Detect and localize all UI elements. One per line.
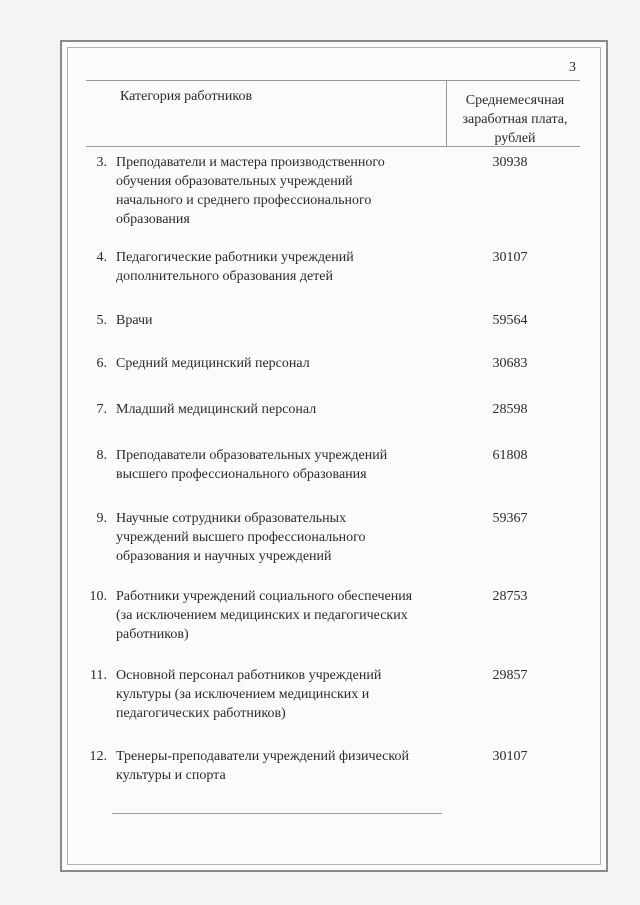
row-number: 8. [96, 448, 107, 463]
row-category [116, 248, 446, 286]
row-number: 9. [96, 511, 107, 526]
row-category [116, 509, 446, 566]
header-column-divider [446, 81, 447, 146]
page-number: 3 [569, 60, 576, 75]
row-category [116, 400, 446, 419]
row-category [116, 354, 446, 373]
row-number: 7. [96, 402, 107, 417]
row-number: 12. [89, 749, 107, 764]
row-category-line: Преподаватели и мастера производственного [116, 155, 385, 170]
row-category-line: (за исключением медицинских и педагогических [116, 608, 408, 623]
row-number: 10. [89, 589, 107, 604]
bottom-rule [112, 813, 442, 814]
row-salary-value: 61808 [492, 448, 528, 463]
row-category-line: Преподаватели образовательных учреждений [116, 448, 388, 463]
row-category [116, 153, 446, 229]
header-salary [450, 91, 580, 148]
row-number: 11. [90, 668, 107, 683]
row-salary-value: 29857 [492, 668, 528, 683]
row-category-line: работников) [116, 627, 189, 642]
row-category-line: начального и среднего профессионального [116, 193, 372, 208]
header-category: Категория работников [120, 89, 253, 104]
table-top-rule [86, 80, 580, 81]
row-category-line: Работники учреждений социального обеспечения [116, 589, 413, 604]
row-category-line: Тренеры-преподаватели учреждений физической [116, 749, 409, 764]
header-salary-line: заработная плата, [462, 112, 568, 127]
row-number: 4. [96, 250, 107, 265]
row-category-line: дополнительного образования детей [116, 269, 333, 284]
header-salary-line: рублей [494, 131, 536, 146]
row-category-line: учреждений высшего профессионального [116, 530, 366, 545]
row-category-line: Научные сотрудники образовательных [116, 511, 347, 526]
row-salary-value: 59367 [492, 511, 528, 526]
row-category-line: Педагогические работники учреждений [116, 250, 354, 265]
row-category [116, 587, 446, 644]
row-category-line: обучения образовательных учреждений [116, 174, 353, 189]
header-salary-line: Среднемесячная [465, 93, 565, 108]
row-salary-value: 28598 [492, 402, 528, 417]
row-salary-value: 30938 [492, 155, 528, 170]
row-category [116, 446, 446, 484]
row-category-line: культуры и спорта [116, 768, 226, 783]
row-category-line: Основной персонал работников учреждений [116, 668, 382, 683]
row-salary-value: 30683 [492, 356, 528, 371]
row-category-line: образования и научных учреждений [116, 549, 332, 564]
row-number: 6. [96, 356, 107, 371]
row-salary-value: 59564 [492, 313, 528, 328]
row-category-line: образования [116, 212, 190, 227]
row-category [116, 747, 446, 785]
row-category [116, 666, 446, 723]
row-category [116, 311, 446, 330]
row-category-line: культуры (за исключением медицинских и [116, 687, 370, 702]
row-salary-value: 30107 [492, 749, 528, 764]
row-salary-value: 28753 [492, 589, 528, 604]
row-category-line: Средний медицинский персонал [116, 356, 310, 371]
row-category-line: высшего профессионального образования [116, 467, 367, 482]
row-category-line: Врачи [116, 313, 153, 328]
row-category-line: Младший медицинский персонал [116, 402, 317, 417]
row-salary-value: 30107 [492, 250, 528, 265]
row-number: 3. [96, 155, 107, 170]
row-category-line: педагогических работников) [116, 706, 286, 721]
row-number: 5. [96, 313, 107, 328]
